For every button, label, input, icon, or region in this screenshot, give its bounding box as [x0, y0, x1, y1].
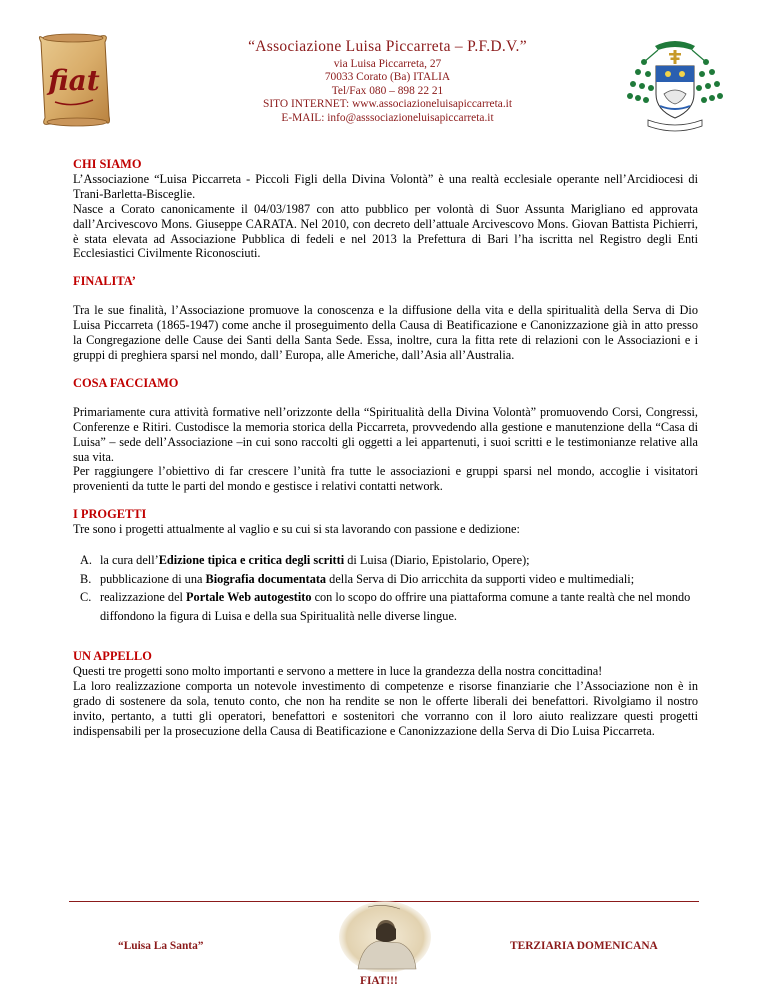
letterhead — [150, 38, 625, 125]
project-item-text-post: con lo scopo do offrire una piattaforma comune a tante realtà che nel mondo diffondono la figura di Luisa e della sua Spiritualità nelle diverse lingue. — [100, 590, 691, 623]
svg-text:fiat: fiat — [48, 64, 100, 97]
section-title-appello: UN APPELLO — [73, 649, 152, 664]
project-item-text-bold: Edizione tipica e critica degli scritti — [158, 553, 345, 568]
cosa-facciamo-paragraph-1: Primariamente cura attività formative nell’orizzonte della “Spiritualità della Divina Volontà” promuovendo Corsi, Congressi, Conferenze e Ritiri. Custodisce la memoria storica della Piccarreta, provvedendo alla gestione e manutenzione della “Casa di Luisa” – sede dell’Associazione –in cui sono raccolti gli oggetti a lei appartenuti, i suoi scritti e le testimonianze relative alla sua vita. — [73, 404, 698, 464]
project-item-text-pre: realizzazione del — [100, 590, 187, 605]
episcopal-coat-of-arms-icon — [622, 36, 728, 136]
footer-right-caption: TERZIARIA DOMENICANA — [510, 940, 658, 952]
project-item-text-pre: pubblicazione di una — [100, 571, 206, 586]
address-line: via Luisa Piccarreta, 27 — [333, 58, 442, 70]
email-line: E-MAIL: info@asssociazioneluisapiccarreta.it — [281, 111, 494, 124]
cosa-facciamo-paragraph-2: Per raggiungere l’obiettivo di far crescere l’unità fra tutte le associazioni e gruppi sparsi nel mondo, accoglie i visitatori provenienti da tutte le parti del mondo e gestisce i relativi contatti network. — [73, 464, 698, 494]
fiat-scroll-logo-icon — [33, 30, 115, 130]
section-title-progetti: I PROGETTI — [73, 507, 147, 522]
project-item-text-bold: Portale Web autogestito — [186, 590, 312, 605]
project-item-marker: B. — [80, 571, 92, 586]
website-line: SITO INTERNET: www.associazioneluisapiccarreta.it — [263, 98, 512, 111]
project-item — [73, 570, 698, 589]
association-name: “Associazione Luisa Piccarreta – P.F.D.V.” — [248, 38, 527, 55]
section-title-cosa-facciamo: COSA FACCIAMO — [73, 375, 179, 390]
city-line: 70033 Corato (Ba) ITALIA — [324, 71, 451, 84]
project-item-text-pre: la cura dell’ — [100, 553, 159, 568]
project-item-marker: A. — [80, 553, 92, 568]
progetti-intro: Tre sono i progetti attualmente al vaglio e su cui si sta lavorando con passione e dedizione: — [73, 522, 520, 537]
document-body — [73, 157, 698, 739]
project-item-text-bold: Biografia documentata — [205, 571, 327, 586]
footer-fiat-caption: FIAT!!! — [360, 975, 398, 987]
section-title-finalita: FINALITA’ — [73, 274, 136, 289]
footer-left-caption: “Luisa La Santa” — [118, 940, 204, 952]
project-item-text-post: di Luisa (Diario, Epistolario, Opere); — [344, 553, 530, 568]
section-title-chi-siamo: CHI SIAMO — [73, 157, 142, 171]
project-item-marker: C. — [80, 590, 92, 605]
chi-siamo-paragraph-2: Nasce a Corato canonicamente il 04/03/1987 con atto pubblico per volontà di Suor Assunta Marigliano ed approvata dall’Arcivescovo Mons. Giuseppe CARATA. Nel 2010, con decreto dell’attuale Arcivescovo Mons. Giovan Battista Pichierri, è stata elevata ad Associazione Pubblica di fedeli e nel 2013 la Prefettura di Bari l’ha iscritta nel Registro degli Enti Ecclesiastici Civilmente Riconosciuti. — [73, 201, 698, 261]
project-item — [73, 551, 698, 570]
projects-list — [73, 551, 698, 625]
project-item-text-post: della Serva di Dio arricchita da supporti video e multimediali; — [326, 571, 635, 586]
phone-line: Tel/Fax 080 – 898 22 21 — [331, 84, 444, 97]
luisa-portrait-photo-icon — [338, 899, 432, 972]
finalita-paragraph: Tra le sue finalità, l’Associazione promuove la conoscenza e la diffusione della vita e della spiritualità della Serva di Dio Luisa Piccarreta (1865-1947) come anche il proseguimento della Causa di Beatificazione e Canonizzazione già in atto presso la Congregazione delle Cause dei Santi della Santa Sede. Essa, inoltre, cura la fitta rete di relazioni con le Associazioni e i gruppi di preghiera sparsi nel mondo, dall’ Europa, alle Americhe, dall’Asia all’Australia. — [73, 303, 698, 362]
appello-paragraph-2: La loro realizzazione comporta un notevole investimento di competenze e risorse finanziarie che l’Associazione non è in grado di sostenere da sola, tenuto conto, che non ha rendite se non le offerte liberali dei benefattori. Rivolgiamo il nostro invito, pertanto, a tutti gli operatori, benefattori e sostenitori che vorranno con il loro aiuto realizzare questi progetti indispensabili per la prosecuzione della Causa di Beatificazione e Canonizzazione della Serva di Dio Luisa Piccarreta. — [73, 679, 698, 738]
project-item — [73, 588, 698, 625]
appello-paragraph-1: Questi tre progetti sono molto importanti e servono a mettere in luce la grandezza della nostra concittadina! — [73, 664, 603, 679]
chi-siamo-paragraph-1: L’Associazione “Luisa Piccarreta - Piccoli Figli della Divina Volontà” è una realtà ecclesiale operante nell’Arcidiocesi di Trani-Barletta-Bisceglie. — [73, 171, 698, 201]
